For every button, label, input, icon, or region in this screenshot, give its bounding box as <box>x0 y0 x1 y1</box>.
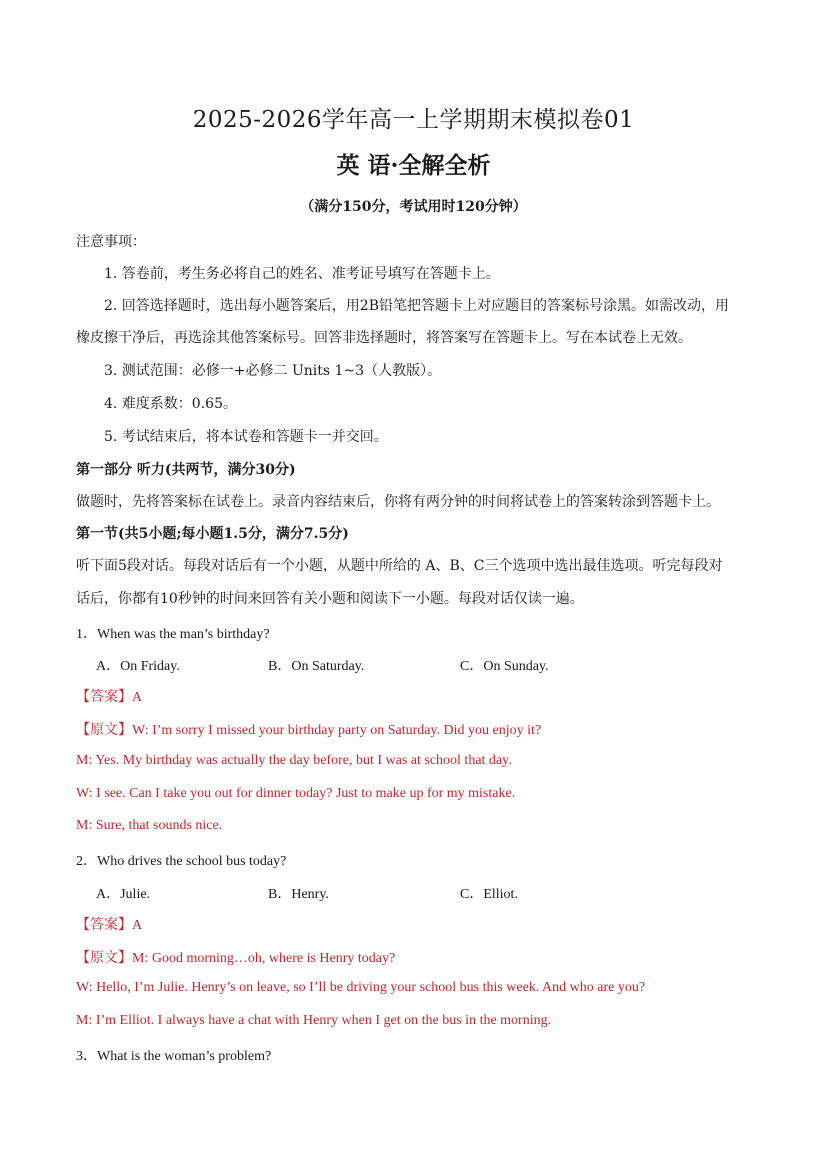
question-1-transcript-line-1 <box>76 720 541 741</box>
question-1-transcript-line-4: M: Sure, that sounds nice. <box>76 818 223 833</box>
question-2-answer <box>76 915 142 936</box>
question-1-answer <box>76 687 142 708</box>
question-2-stem: 2．Who drives the school bus today? <box>76 854 287 869</box>
question-2-option-b: B．Henry. <box>268 887 329 902</box>
transcript-label: 【原文】 <box>76 950 132 966</box>
question-1-option-a: A．On Friday. <box>96 659 180 674</box>
notice-item-2-line-2: 橡皮擦干净后，再选涂其他答案标号。回答非选择题时，将答案写在答题卡上。写在本试卷上无效。 <box>76 330 692 346</box>
question-1-option-c: C．On Sunday. <box>460 659 549 674</box>
exam-title: 2025-2026学年高一上学期期末模拟卷01 <box>192 107 635 133</box>
answer-value: A <box>132 690 143 705</box>
transcript-label: 【原文】 <box>76 722 132 738</box>
transcript-text: W: I’m sorry I missed your birthday party on Saturday. Did you enjoy it? <box>132 723 542 738</box>
question-2-transcript-line-3: M: I’m Elliot. I always have a chat with Henry when I get on the bus in the morning. <box>76 1013 552 1028</box>
question-2-transcript-line-1 <box>76 948 395 969</box>
notice-item-4: 4. 难度系数：0.65。 <box>104 396 237 412</box>
exam-meta: （满分150分，考试用时120分钟） <box>300 199 527 215</box>
notice-heading: 注意事项： <box>76 234 146 250</box>
question-2-transcript-line-2: W: Hello, I’m Julie. Henry’s on leave, so I’ll be driving your school bus this week. And who are you? <box>76 980 646 995</box>
question-3-stem: 3．What is the woman’s problem? <box>76 1049 272 1064</box>
transcript-text: M: Good morning…oh, where is Henry today? <box>132 951 396 966</box>
part1-instruction: 做题时，先将答案标在试卷上。录音内容结束后，你将有两分钟的时间将试卷上的答案转涂到答题卡上。 <box>76 494 720 510</box>
notice-item-5: 5. 考试结束后，将本试卷和答题卡一并交回。 <box>104 429 388 445</box>
question-1-transcript-line-2: M: Yes. My birthday was actually the day before, but I was at school that day. <box>76 753 512 768</box>
question-2-option-a: A．Julie. <box>96 887 151 902</box>
section1-heading: 第一节(共5小题;每小题1.5分，满分7.5分) <box>76 526 349 542</box>
answer-value: A <box>132 918 143 933</box>
question-1-transcript-line-3: W: I see. Can I take you out for dinner today? Just to make up for my mistake. <box>76 786 516 801</box>
answer-label: 【答案】 <box>76 917 132 933</box>
exam-subject: 英 语·全解全析 <box>336 152 491 179</box>
question-1-stem: 1．When was the man’s birthday? <box>76 627 270 642</box>
question-2-option-c: C．Elliot. <box>460 887 518 902</box>
notice-item-1: 1. 答卷前，考生务必将自己的姓名、准考证号填写在答题卡上。 <box>104 266 500 282</box>
answer-label: 【答案】 <box>76 689 132 705</box>
section1-instruction-line-2: 话后，你都有10秒钟的时间来回答有关小题和阅读下一小题。每段对话仅读一遍。 <box>76 591 584 607</box>
notice-item-3: 3. 测试范围：必修一+必修二 Units 1~3（人教版）。 <box>104 363 442 379</box>
notice-item-2-line-1: 2. 回答选择题时，选出每小题答案后，用2B铅笔把答题卡上对应题目的答案标号涂黑。如需改动，用 <box>104 298 730 314</box>
question-1-option-b: B．On Saturday. <box>268 659 365 674</box>
section1-instruction-line-1: 听下面5段对话。每段对话后有一个小题，从题中所给的 A、B、C三个选项中选出最佳选项。听完每段对 <box>76 558 723 574</box>
part1-heading: 第一部分 听力(共两节，满分30分) <box>76 462 296 478</box>
